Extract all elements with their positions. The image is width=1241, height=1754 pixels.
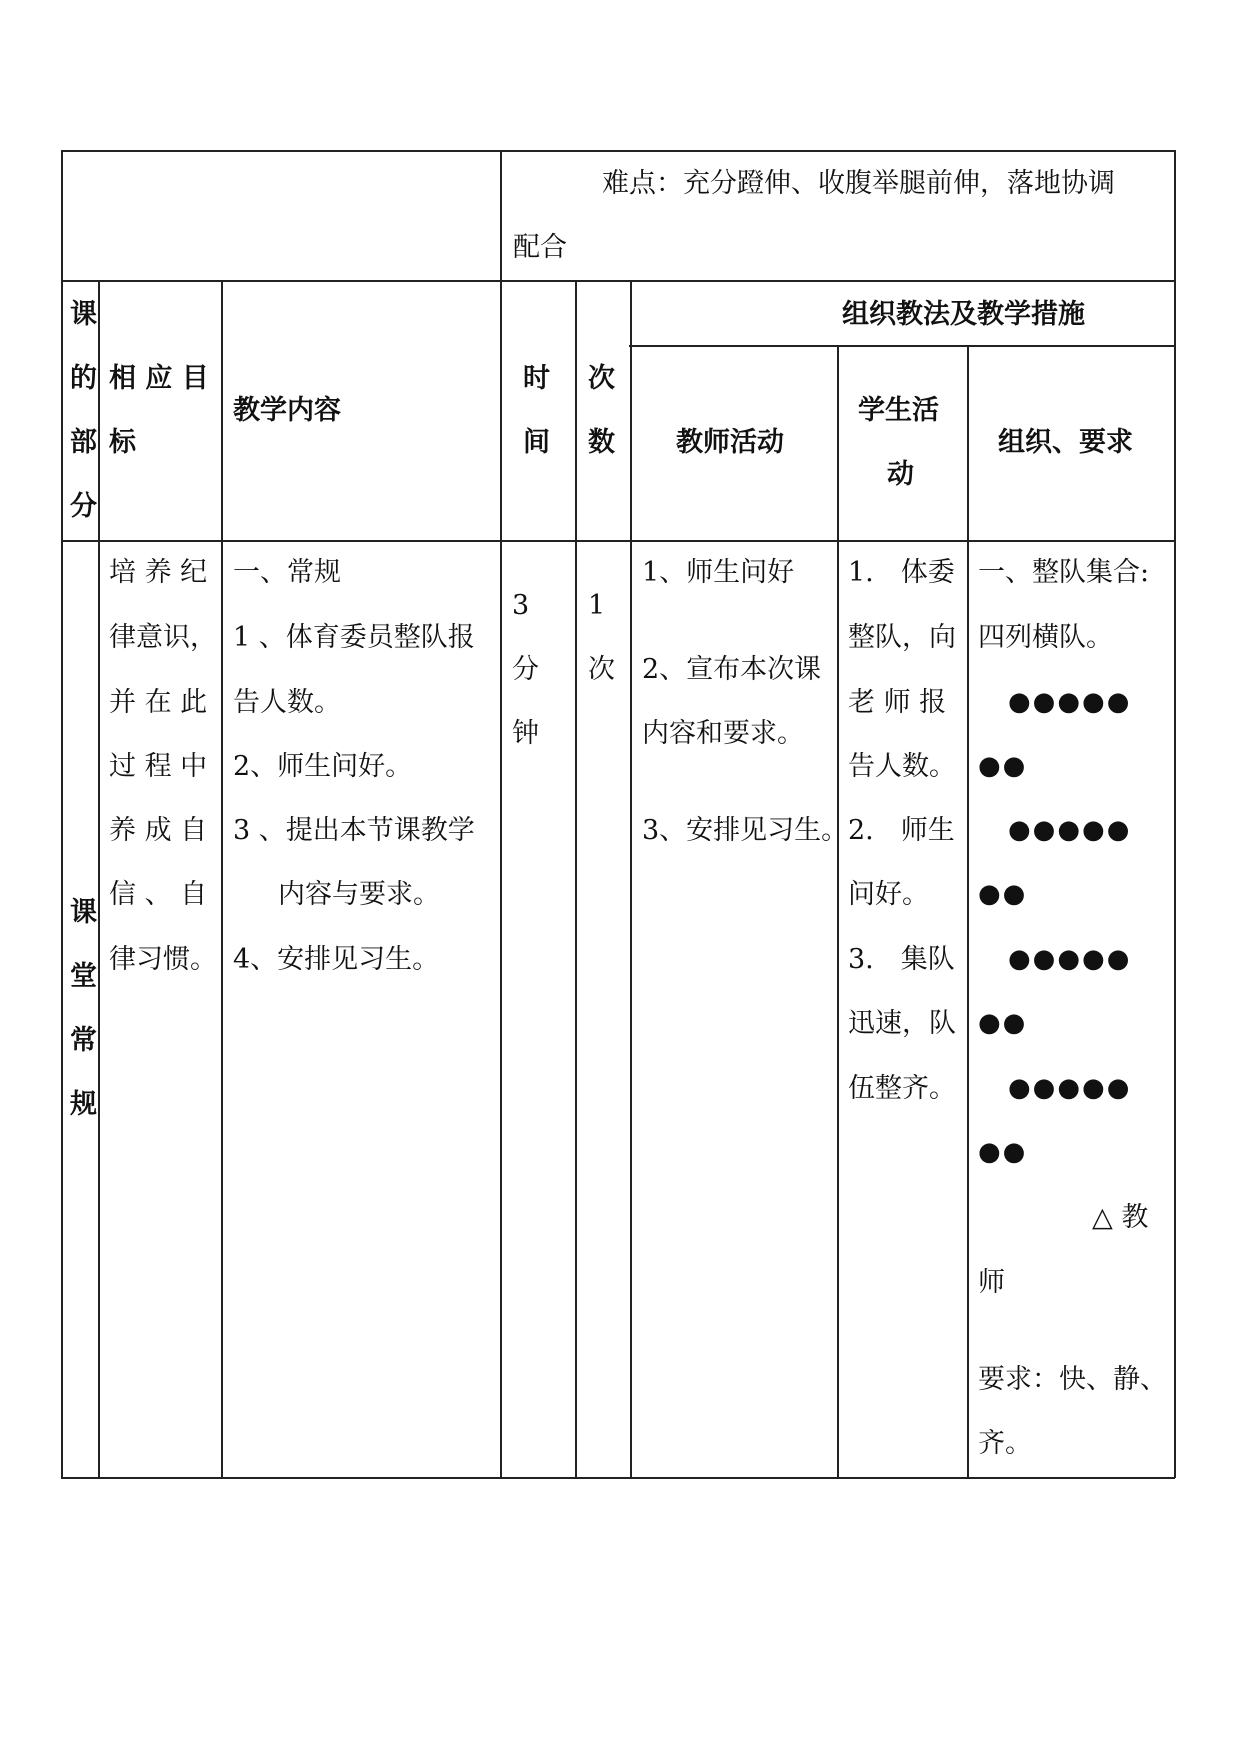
teacher-line: 内容和要求。	[642, 718, 804, 749]
difficulty-line1: 难点：充分蹬伸、收腹举腿前伸，落地协调	[602, 168, 1115, 199]
goal-line: 信 、 自	[109, 879, 208, 910]
requirement-line2: 齐。	[978, 1428, 1032, 1459]
grid-line	[630, 280, 632, 1478]
header-teacher: 教师活动	[676, 427, 784, 458]
goal-line: 律意识，	[109, 622, 217, 653]
header-student-line2: 动	[887, 459, 914, 490]
header-part-char: 的	[70, 363, 97, 394]
body-part-char: 规	[70, 1089, 97, 1120]
header-method-group: 组织教法及教学措施	[842, 299, 1085, 330]
difficulty-line2: 配合	[513, 232, 567, 263]
formation-dots: ●●●●●	[1008, 815, 1132, 845]
goal-line: 并 在 此	[109, 687, 208, 718]
time-line: 钟	[512, 718, 539, 749]
grid-line	[500, 150, 502, 1478]
header-time-char: 间	[523, 427, 550, 458]
formation-dots: ●●	[978, 1008, 1028, 1038]
student-line: 迅速，队	[848, 1008, 956, 1039]
header-time-char: 时	[523, 363, 550, 394]
formation-dots: ●●	[978, 879, 1028, 909]
student-line: 告人数。	[848, 751, 956, 782]
formation-dots: ●●	[978, 1137, 1028, 1167]
content-line: 3 、提出本节课教学	[233, 815, 475, 846]
time-line: 分	[512, 654, 539, 685]
goal-line: 律习惯。	[109, 944, 217, 975]
grid-line	[61, 1477, 1175, 1479]
header-goal-line2: 标	[109, 427, 136, 458]
content-line: 内容与要求。	[278, 879, 440, 910]
content-line: 告人数。	[233, 687, 341, 718]
header-student-line1: 学生活	[858, 395, 939, 426]
goal-line: 过 程 中	[109, 751, 208, 782]
grid-line	[61, 150, 63, 1478]
formation-dots: ●●●●●	[1008, 1073, 1132, 1103]
header-part-char: 课	[70, 299, 97, 330]
goal-line: 培 养 纪	[109, 557, 208, 588]
grid-line	[98, 280, 100, 1478]
formation-dots: ●●●●●	[1008, 944, 1132, 974]
student-line: 3. 集队	[848, 944, 955, 975]
student-line: 老 师 报	[848, 687, 947, 718]
count-line: 1	[588, 590, 606, 621]
grid-line	[221, 280, 223, 1478]
header-content: 教学内容	[233, 395, 341, 426]
formation-dots: ●●●●●	[1008, 687, 1132, 717]
header-count-char: 次	[588, 363, 615, 394]
student-line: 整队，向	[848, 622, 956, 653]
content-line: 2、师生问好。	[233, 751, 413, 782]
teacher-mark-line1: △ 教	[1092, 1202, 1149, 1233]
content-line: 4、安排见习生。	[233, 944, 440, 975]
student-line: 伍整齐。	[848, 1073, 956, 1104]
header-part-char: 分	[70, 491, 97, 522]
content-line: 一、常规	[233, 557, 341, 588]
header-goal-line1: 相 应 目	[109, 363, 209, 394]
grid-line	[837, 345, 839, 1478]
body-part-char: 课	[70, 897, 97, 928]
teacher-line: 3、安排见习生。	[642, 815, 849, 846]
header-org: 组织、要求	[998, 427, 1133, 458]
goal-line: 养 成 自	[109, 815, 208, 846]
student-line: 问好。	[848, 879, 929, 910]
body-part-char: 堂	[70, 961, 97, 992]
formation-dots: ●●	[978, 751, 1028, 781]
grid-line	[575, 280, 577, 1478]
content-line: 1 、体育委员整队报	[233, 622, 475, 653]
grid-line	[1174, 150, 1176, 1478]
student-line: 1. 体委	[848, 557, 955, 588]
teacher-line: 2、宣布本次课	[642, 654, 822, 685]
grid-line	[967, 345, 969, 1478]
header-count-char: 数	[588, 427, 615, 458]
count-line: 次	[588, 654, 615, 685]
body-part-char: 常	[70, 1025, 97, 1056]
requirement-line1: 要求：快、静、	[978, 1364, 1167, 1395]
org-intro-line: 一、整队集合:	[978, 557, 1150, 588]
org-intro-line: 四列横队。	[978, 622, 1113, 653]
time-line: 3	[512, 590, 530, 621]
teacher-mark-line2: 师	[978, 1267, 1005, 1298]
header-part-char: 部	[70, 427, 97, 458]
teacher-line: 1、师生问好	[642, 557, 795, 588]
student-line: 2. 师生	[848, 815, 955, 846]
